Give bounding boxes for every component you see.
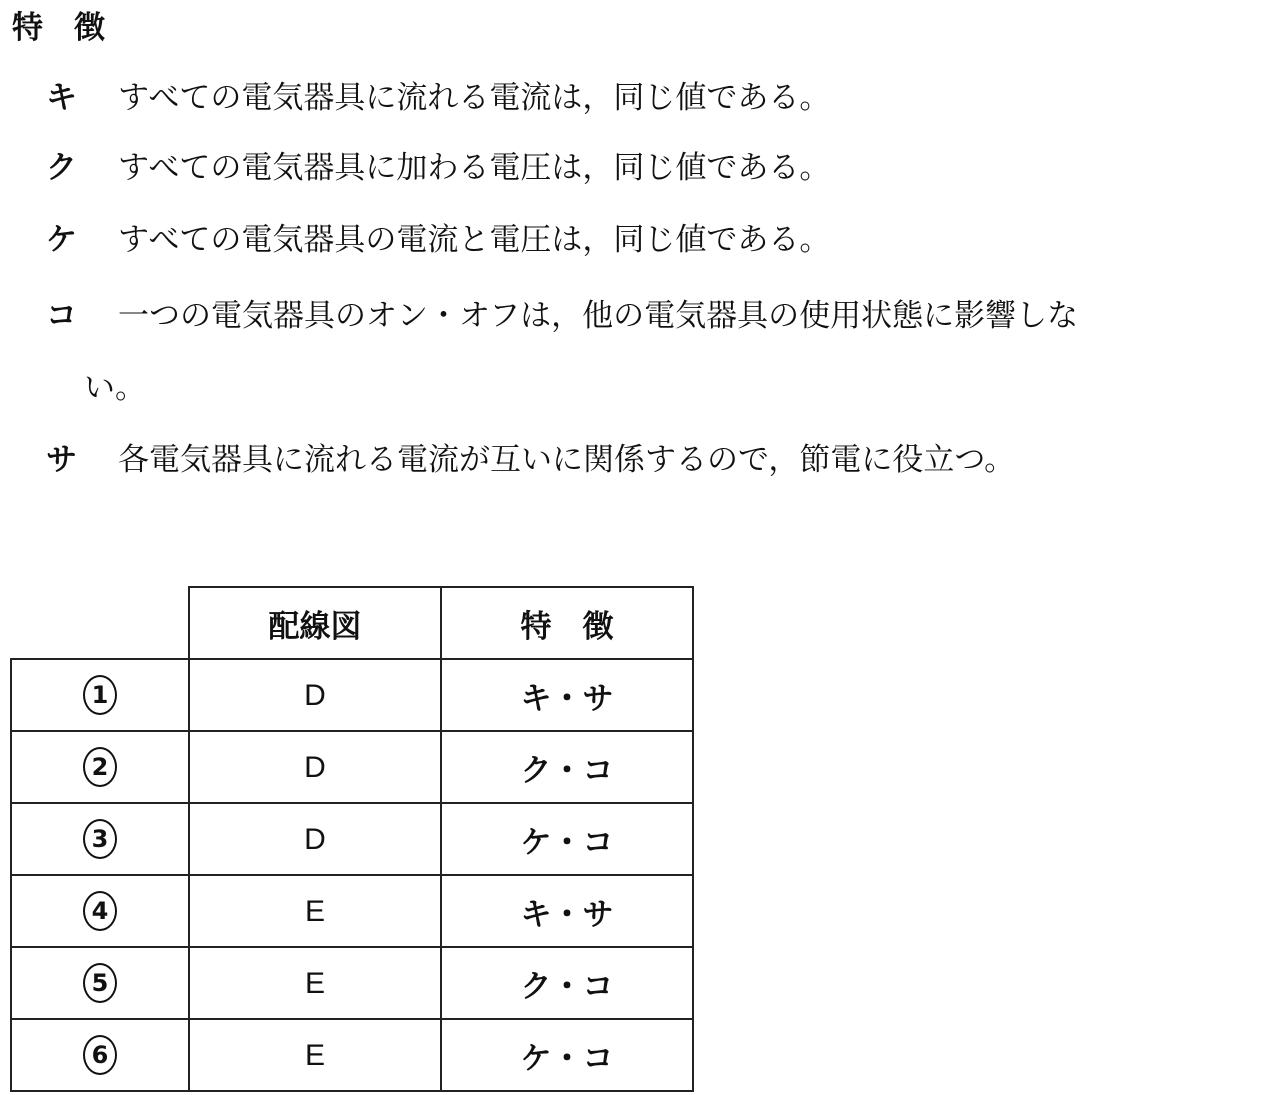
wiring-value: D [304,679,326,712]
table-row [11,803,693,875]
wiring-cell [189,1019,441,1091]
feature-text: すべての電気器具に流れる電流は，同じ値である。 [118,80,831,116]
feature-text: 一つの電気器具のオン・オフは，他の電気器具の使用状態に影響しな [118,298,1079,334]
feature-text-continuation: い。 [84,370,146,406]
feature-label: サ [46,442,77,478]
wiring-value: E [304,967,325,1000]
feature-label: キ [46,80,77,116]
choice-number: 4 [83,891,117,931]
wiring-value: E [304,1039,325,1072]
feature-cell: キ・サ [441,875,693,947]
feature-item-sa [0,438,1276,482]
wiring-cell [189,731,441,803]
feature-text: 各電気器具に流れる電流が互いに関係するので，節電に役立つ。 [118,442,1016,478]
wiring-cell [189,875,441,947]
table-row [11,1019,693,1091]
feature-item-ko [0,294,1276,338]
choice-number-cell [11,1019,189,1091]
choice-number-cell [11,731,189,803]
wiring-value: D [304,823,326,856]
choice-number: 5 [83,963,117,1003]
feature-item-ki [0,76,1276,120]
table-row [11,659,693,731]
feature-label: ク [46,150,77,186]
wiring-cell [189,659,441,731]
column-header-wiring: 配線図 [189,587,441,659]
answer-table [10,586,694,1092]
feature-cell: ク・コ [441,947,693,1019]
section-heading: 特 徴 [12,10,105,46]
choice-number-cell [11,803,189,875]
table-header-row [11,587,693,659]
wiring-cell [189,803,441,875]
feature-label: ケ [46,222,77,258]
choice-number-cell [11,875,189,947]
choice-number: 3 [83,819,117,859]
feature-cell: ク・コ [441,731,693,803]
choice-number: 1 [83,675,117,715]
table-row [11,875,693,947]
feature-cell: キ・サ [441,659,693,731]
column-header-feature: 特 徴 [441,587,693,659]
table-row [11,947,693,1019]
feature-label: コ [46,298,77,334]
table-corner-cell [11,587,189,659]
choice-number-cell [11,947,189,1019]
wiring-value: D [304,751,326,784]
feature-item-ku [0,146,1276,190]
feature-item-ke [0,218,1276,262]
feature-cell: ケ・コ [441,1019,693,1091]
wiring-value: E [304,895,325,928]
feature-cell: ケ・コ [441,803,693,875]
wiring-cell [189,947,441,1019]
table-row [11,731,693,803]
feature-text: すべての電気器具の電流と電圧は，同じ値である。 [118,222,831,258]
choice-number: 2 [83,747,117,787]
choice-number-cell [11,659,189,731]
choice-number: 6 [83,1035,117,1075]
feature-text: すべての電気器具に加わる電圧は，同じ値である。 [118,150,831,186]
